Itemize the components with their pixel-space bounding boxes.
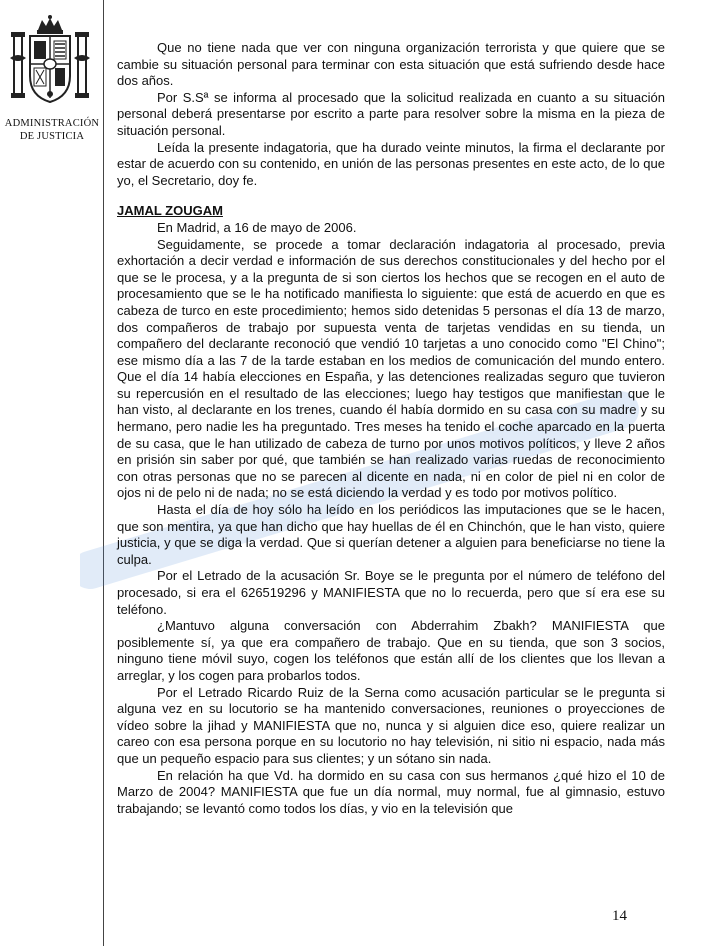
paragraph: Que no tiene nada que ver con ninguna organización terrorista y que quiere que se cambie su situación personal para terminar con esta situación que está sufriendo desde hace dos años. xyxy=(117,40,665,89)
ministry-label xyxy=(4,117,100,143)
paragraph: ¿Mantuvo alguna conversación con Abderrahim Zbakh? MANIFIESTA que posiblemente sí, ya que era compañero de trabajo. Que en su tienda, que son 3 socios, ninguno tiene móvil suyo, cogen los teléfonos que están allí de los clientes que los llevan a arreglar, y los cogen para probarlos todos. xyxy=(117,618,665,683)
paragraph: Seguidamente, se procede a tomar declaración indagatoria al procesado, previa exhortación a decir verdad e información de sus derechos constitucionales y del hecho por el que se le procesa, y a la pregunta de si son ciertos los hechos que se recogen en el auto de procesamiento que se le ha notificado manifiesta lo siguiente: que está de acuerdo en que es cabeza de turco en este procedimiento; hemos sido detenidas 5 personas el día 13 de marzo, dos compañeros de trabajo por supuesta venta de tarjetas vendidas en su tienda, un compañero del declarante reconoció que vendió 10 tarjetas a uno conocido como "El Chino"; ese mismo día a las 7 de la tarde estaban en los medios de comunicación del mundo entero. Que el día 14 había elecciones en España, y las detenciones realizadas seguro que tuvieron su repercusión en el resultado de las elecciones; luego hay testigos que manifiestan que le han visto, al declarante en los trenes, cuando él había dormido en su casa con su madre y su hermano, pero nadie les ha preguntado. Tres meses ha tenido el coche aparcado en la puerta de su casa, que le han utilizado de cabeza de turno por unos motivos políticos, y lleve 2 años en prisión sin saber por qué, que también se han realizado varias ruedas de reconocimiento con otras personas que no se parecen al dicente en nada, ni en color de piel ni en color de ojos ni de pelo ni de nada; no se está diciendo la verdad y es todo por motivos político. xyxy=(117,236,665,501)
paragraph: En relación ha que Vd. ha dormido en su casa con sus hermanos ¿qué hizo el 10 de Marzo de 2004? MANIFIESTA que fue un día normal, muy normal, fue al gimnasio, estuvo trabajando; se levantó como todos los días, y vio en la televisión que xyxy=(117,767,665,816)
spanish-coat-of-arms-icon xyxy=(8,14,92,110)
document-body xyxy=(117,40,665,817)
ministry-line-2: DE JUSTICIA xyxy=(19,131,85,142)
page-number: 14 xyxy=(612,908,627,924)
date-line: En Madrid, a 16 de mayo de 2006. xyxy=(157,219,357,235)
margin-rule xyxy=(103,0,104,946)
paragraph: Por el Letrado de la acusación Sr. Boye se le pregunta por el número de teléfono del procesado, si era el 626519296 y MANIFIESTA que no lo recuerda, pero que sí era ese su teléfono. xyxy=(117,568,665,617)
paragraph: Hasta el día de hoy sólo ha leído en los periódicos las imputaciones que se le hacen, que son mentira, ya que han dicho que hay huellas de él en Chinchón, que le han visto, quiere justicia, y que se diga la verdad. Que si querían detener a alguien para beneficiarse no tiene la culpa. xyxy=(117,502,665,567)
paragraph: Leída la presente indagatoria, que ha durado veinte minutos, la firma el declarante por estar de acuerdo con su contenido, en unión de las personas presentes en este acto, de lo que yo, el Secretario, doy fe. xyxy=(117,139,665,188)
paragraph: Por S.Sª se informa al procesado que la solicitud realizada en cuanto a su situación personal deberá presentarse por escrito a parte para resolver sobre la misma en la pieza de situación personal. xyxy=(117,89,665,138)
ministry-line-1: ADMINISTRACIÓN xyxy=(4,118,100,129)
paragraph: Por el Letrado Ricardo Ruiz de la Serna como acusación particular se le pregunta si alguna vez en su locutorio se ha mantenido conversaciones, reuniones o proyecciones de vídeo sobre la jihad y MANIFIESTA que no, nunca y si alguien dice eso, quiere realizar un careo con esa persona porque en su locutorio no hay televisión, ni sitio ni espacio, nada más que un pequeño espacio para sus clientes; y un sótano sin nada. xyxy=(117,684,665,766)
section-heading: JAMAL ZOUGAM xyxy=(117,203,223,219)
